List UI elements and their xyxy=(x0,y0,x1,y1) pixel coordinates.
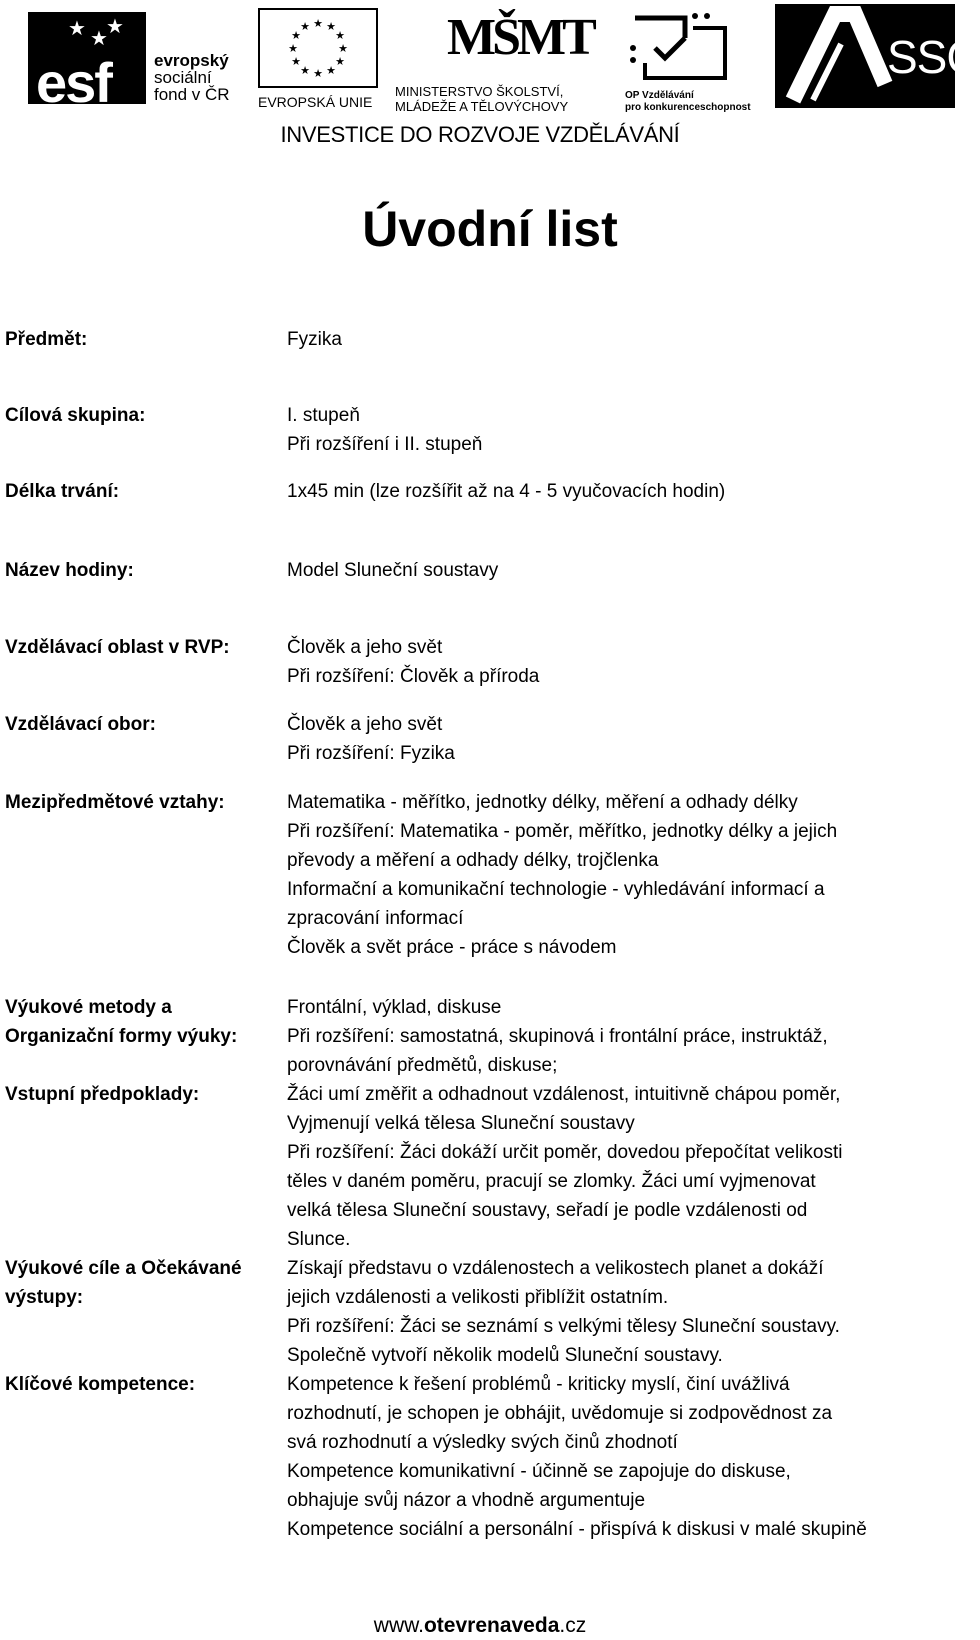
op-text xyxy=(625,90,751,114)
value-vyukove-metody xyxy=(287,993,947,1080)
value-predmet xyxy=(287,325,947,354)
value-line: Žáci umí změřit a odhadnout vzdálenost, intuitivně chápou poměr, xyxy=(287,1084,841,1105)
label-line: výstupy: xyxy=(5,1287,84,1308)
value-vyukove-cile xyxy=(287,1254,947,1370)
footer-url-prefix: www. xyxy=(373,1614,424,1637)
value-klicove-kompetence xyxy=(287,1370,947,1544)
ssc-logo xyxy=(775,4,979,108)
msmt-mark: MŠMT xyxy=(447,9,593,66)
value-line: převody a měření a odhady délky, trojčlenka xyxy=(287,850,659,871)
value-line: velká tělesa Sluneční soustavy, seřadí je podle vzdálenosti od xyxy=(287,1200,808,1221)
value-mezipredmetove-vztahy xyxy=(287,788,947,962)
footer-url-suffix: .cz xyxy=(559,1614,587,1637)
value-line: svá rozhodnutí a výsledky svých činů zhodnotí xyxy=(287,1432,678,1453)
msmt-text xyxy=(395,84,568,114)
svg-text:★: ★ xyxy=(291,56,301,68)
svg-text:★: ★ xyxy=(313,68,323,80)
label-delka: Délka trvání: xyxy=(5,481,120,502)
svg-text:★: ★ xyxy=(338,43,348,55)
esf-line: fond v ČR xyxy=(154,85,230,104)
value-cilova-skupina xyxy=(287,401,947,459)
label-nazev-hodiny: Název hodiny: xyxy=(5,560,134,581)
value-line: Při rozšíření i II. stupeň xyxy=(287,434,483,455)
value-line: Vyjmenují velká tělesa Sluneční soustavy xyxy=(287,1113,635,1134)
label-vyukove-metody xyxy=(5,993,275,1051)
svg-text:★: ★ xyxy=(335,30,345,42)
value-nazev-hodiny xyxy=(287,556,947,585)
svg-text:★: ★ xyxy=(313,18,323,30)
value-line: Člověk a jeho svět xyxy=(287,637,443,658)
op-emblem-icon xyxy=(625,8,735,84)
label-line: Výukové cíle a Očekávané xyxy=(5,1258,242,1279)
value-line: rozhodnutí, je schopen je obhájit, uvědomuje si zodpovědnost za xyxy=(287,1403,833,1424)
value-vstupni-predpoklady xyxy=(287,1080,947,1254)
value-line: Při rozšíření: Člověk a příroda xyxy=(287,666,540,687)
label-klicove-kompetence: Klíčové kompetence: xyxy=(5,1374,196,1395)
footer-url-domain: otevrenaveda xyxy=(423,1614,560,1637)
label-vstupni-predpoklady: Vstupní předpoklady: xyxy=(5,1084,200,1105)
value-line: Frontální, výklad, diskuse xyxy=(287,997,502,1018)
label-vyukove-cile xyxy=(5,1254,275,1312)
msmt-logo xyxy=(395,8,617,114)
esf-line: evropský xyxy=(154,51,229,70)
label-predmet: Předmět: xyxy=(5,329,88,350)
label-line: Organizační formy výuky: xyxy=(5,1026,238,1047)
value-line: Při rozšíření: Matematika - poměr, měřítko, jednotky délky a jejich xyxy=(287,821,838,842)
svg-text:★: ★ xyxy=(300,65,310,77)
value-line: jejich vzdálenosti a velikosti přiblížit ostatním. xyxy=(287,1287,669,1308)
value-line: zpracování informací xyxy=(287,908,464,929)
label-line: Výukové metody a xyxy=(5,997,172,1018)
op-line: pro konkurenceschopnost xyxy=(625,102,751,113)
value-line: Kompetence sociální a personální - přispívá k diskusi v malé skupině xyxy=(287,1519,867,1540)
value-line: Při rozšíření: Žáci se seznámí s velkými tělesy Sluneční soustavy. xyxy=(287,1316,840,1337)
value-line: těles v daném poměru, pracují se zlomky. Žáci umí vyjmenovat xyxy=(287,1171,816,1192)
label-vzdelavaci-obor: Vzdělávací obor: xyxy=(5,714,156,735)
value-line: obhajuje svůj názor a vhodně argumentuje xyxy=(287,1490,646,1511)
esf-line: sociální xyxy=(154,68,212,87)
eu-flag xyxy=(258,8,378,88)
value-line: Model Sluneční soustavy xyxy=(287,560,499,581)
msmt-line: MINISTERSTVO ŠKOLSTVÍ, xyxy=(395,84,564,99)
value-line: Společně vytvoří několik modelů Sluneční soustavy. xyxy=(287,1345,723,1366)
svg-text:★: ★ xyxy=(291,30,301,42)
value-line: Kompetence komunikativní - účinně se zapojuje do diskuse, xyxy=(287,1461,791,1482)
logo-header xyxy=(0,0,979,120)
value-line: Při rozšíření: Žáci dokáží určit poměr, dovedou přepočítat velikosti xyxy=(287,1142,843,1163)
investice-slogan: INVESTICE DO ROZVOJE VZDĚLÁVÁNÍ xyxy=(280,122,680,147)
page-title: Úvodní list xyxy=(362,201,618,257)
esf-mark-text: esf xyxy=(36,51,111,114)
value-line: Slunce. xyxy=(287,1229,351,1250)
esf-mark: ★ ★ ★ esf xyxy=(28,12,146,104)
value-line: porovnávání předmětů, diskuse; xyxy=(287,1055,558,1076)
value-line: Při rozšíření: samostatná, skupinová i frontální práce, instruktáž, xyxy=(287,1026,828,1047)
op-logo xyxy=(625,8,765,113)
value-vzdelavaci-obor xyxy=(287,710,947,768)
esf-logo xyxy=(28,8,248,114)
value-line: I. stupeň xyxy=(287,405,360,426)
value-line: Informační a komunikační technologie - vyhledávání informací a xyxy=(287,879,825,900)
eu-logo xyxy=(258,8,380,110)
ssc-box xyxy=(775,4,979,108)
value-line: Člověk a svět práce - práce s návodem xyxy=(287,937,617,958)
value-line: Kompetence k řešení problémů - kriticky myslí, činí uvážlivá xyxy=(287,1374,790,1395)
footer-url[interactable] xyxy=(0,1614,960,1638)
eu-stars-icon xyxy=(260,10,376,86)
svg-text:★: ★ xyxy=(326,21,336,33)
value-line: Získají představu o vzdálenostech a velikostech planet a dokáží xyxy=(287,1258,824,1279)
value-vzdelavaci-oblast xyxy=(287,633,947,691)
esf-text xyxy=(154,52,230,103)
value-line: Fyzika xyxy=(287,329,342,350)
svg-text:★: ★ xyxy=(326,65,336,77)
ssc-text: SSČ xyxy=(887,31,979,83)
svg-text:★: ★ xyxy=(288,43,298,55)
value-line: Při rozšíření: Fyzika xyxy=(287,743,455,764)
value-line: Matematika - měřítko, jednotky délky, měření a odhady délky xyxy=(287,792,798,813)
eu-label: EVROPSKÁ UNIE xyxy=(258,94,373,110)
label-vzdelavaci-oblast: Vzdělávací oblast v RVP: xyxy=(5,637,230,658)
value-line: 1x45 min (lze rozšířit až na 4 - 5 vyučovacích hodin) xyxy=(287,481,726,502)
svg-text:★: ★ xyxy=(335,56,345,68)
svg-text:★: ★ xyxy=(300,21,310,33)
msmt-line: MLÁDEŽE A TĚLOVÝCHOVY xyxy=(395,99,569,114)
label-cilova-skupina: Cílová skupina: xyxy=(5,405,146,426)
value-line: Člověk a jeho svět xyxy=(287,714,443,735)
label-mezipredmetove-vztahy: Mezipředmětové vztahy: xyxy=(5,792,225,813)
op-line: OP Vzdělávání xyxy=(625,90,694,101)
value-delka xyxy=(287,477,947,506)
